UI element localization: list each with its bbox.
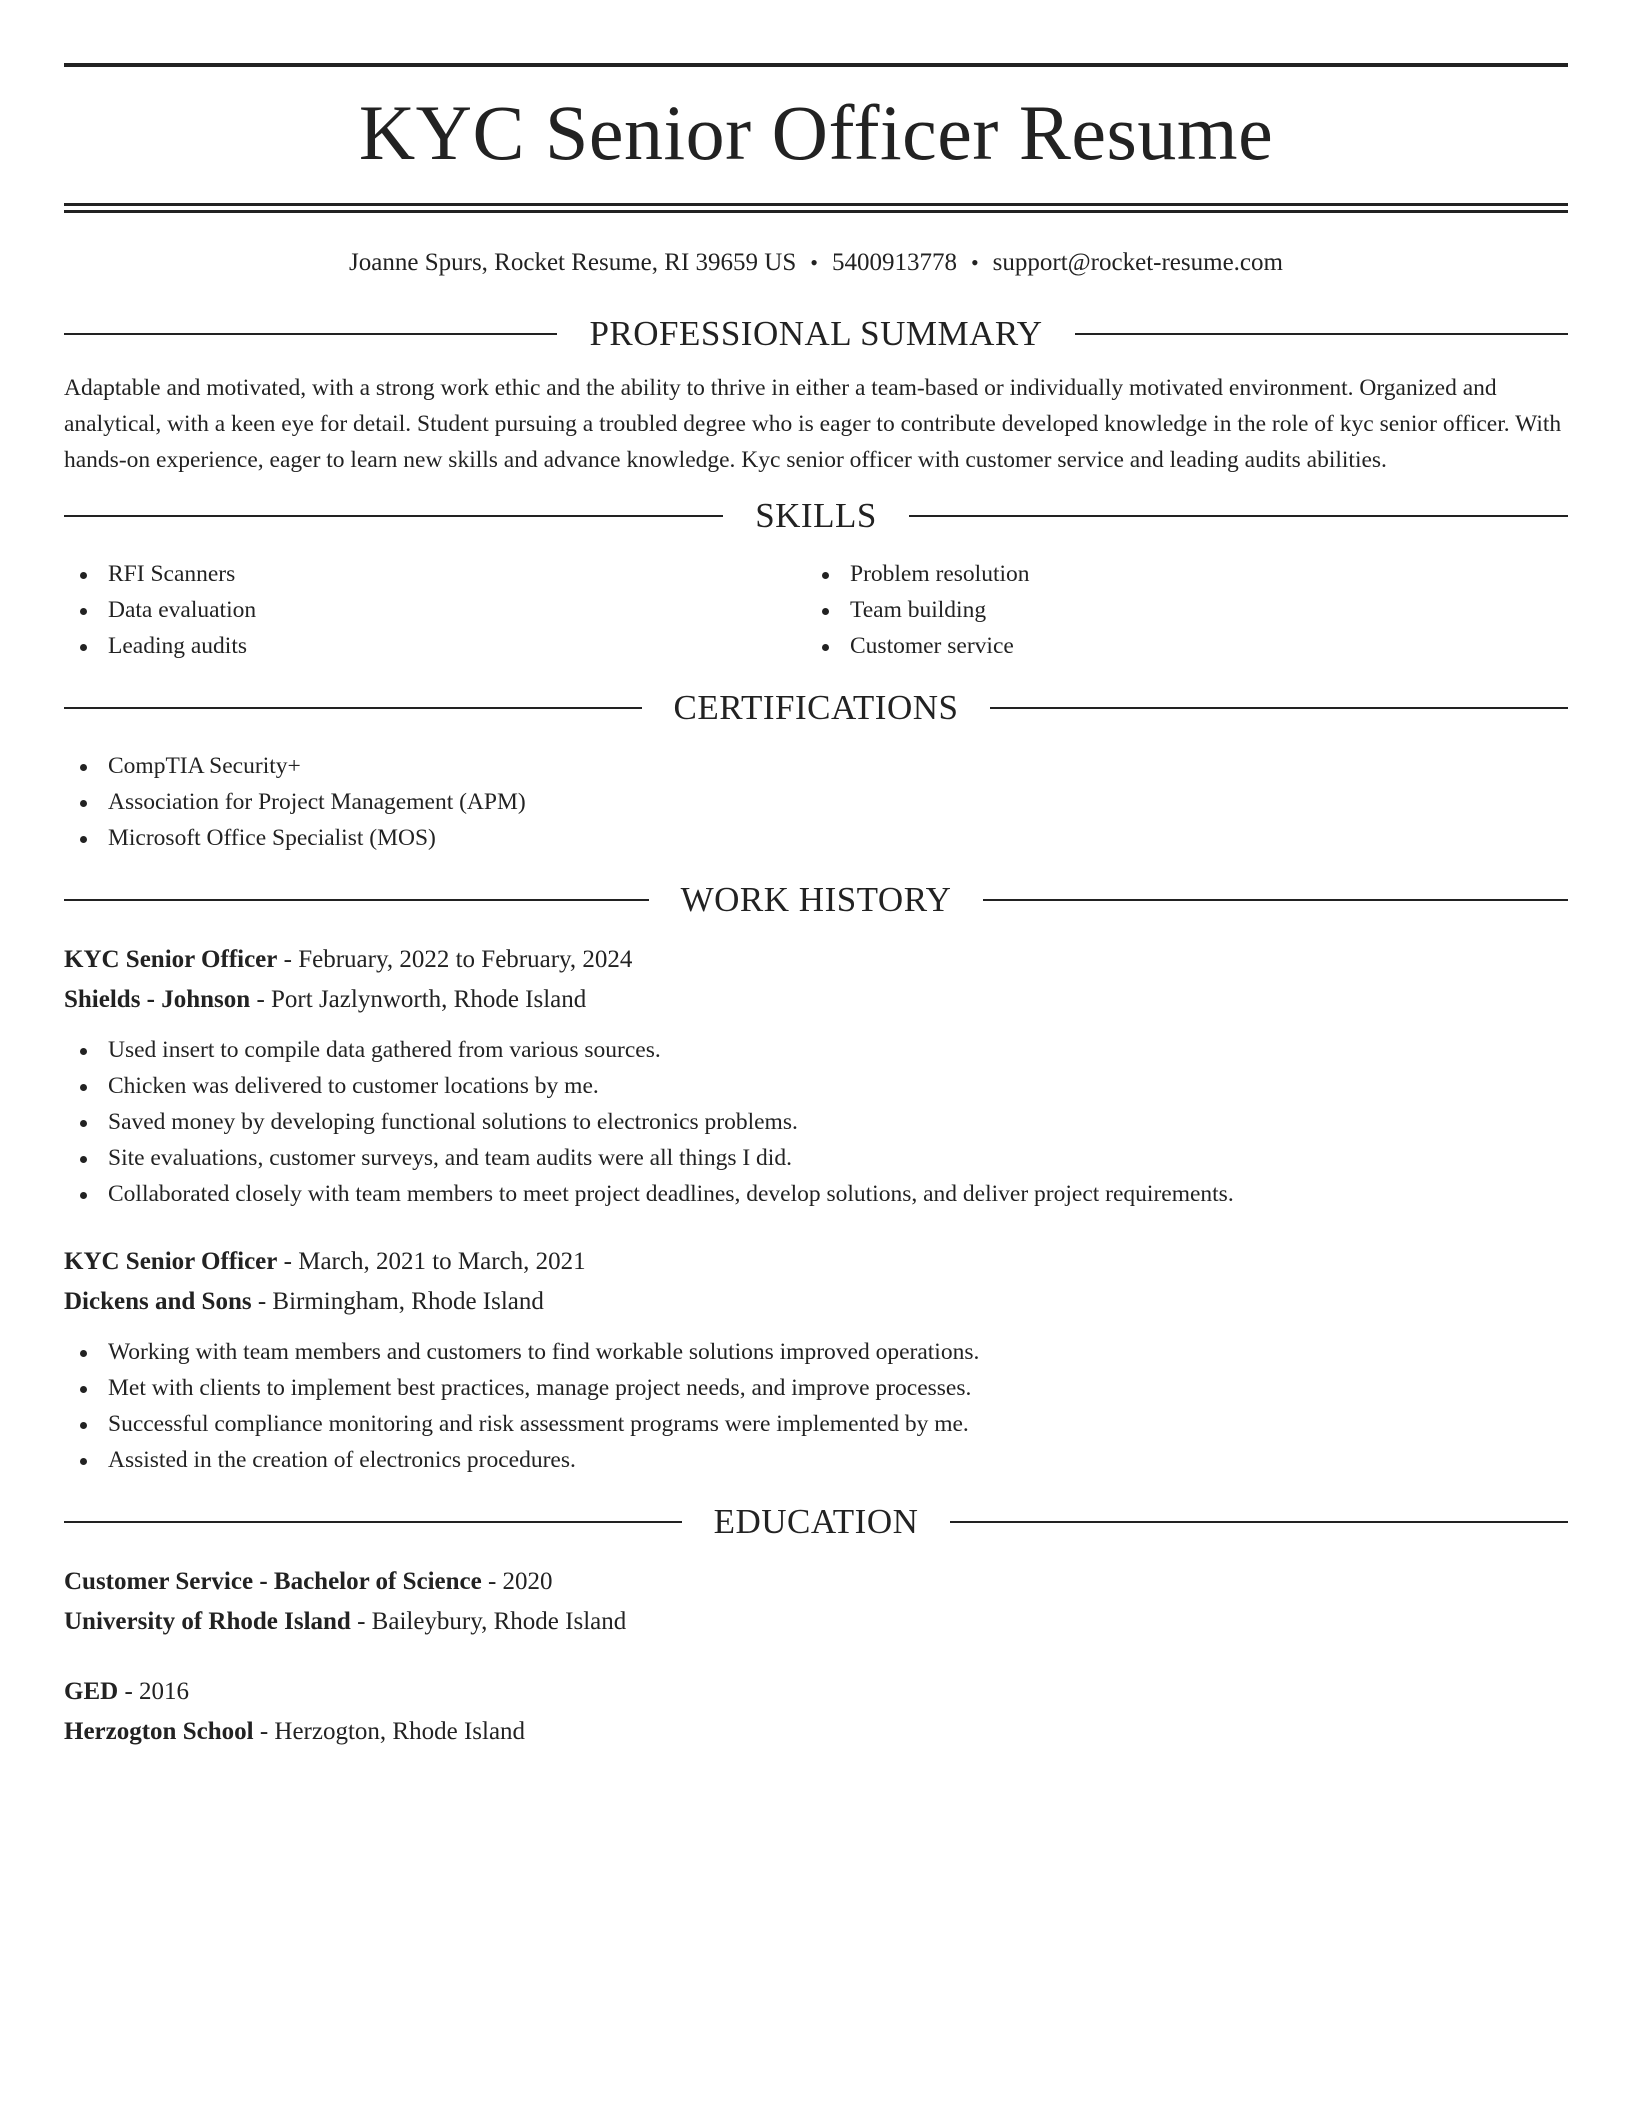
section-rule <box>950 1521 1568 1523</box>
skills-columns <box>64 556 1568 664</box>
section-rule <box>983 899 1568 901</box>
job-company: Shields - Johnson <box>64 986 251 1013</box>
section-title-summary: PROFESSIONAL SUMMARY <box>589 314 1043 353</box>
job-entry <box>64 1242 1568 1478</box>
job-title: KYC Senior Officer <box>64 946 278 973</box>
top-divider <box>64 63 1568 67</box>
job-bullet: Successful compliance monitoring and risk assessment programs were implemented by me. <box>64 1406 1568 1442</box>
section-header-summary <box>64 312 1568 356</box>
education-school-line <box>64 1712 1568 1752</box>
section-title-work: WORK HISTORY <box>680 880 952 919</box>
education-degree-line <box>64 1562 1568 1602</box>
page-title: KYC Senior Officer Resume <box>358 89 1274 176</box>
job-bullet: Saved money by developing functional solutions to electronics problems. <box>64 1104 1568 1140</box>
section-header-skills <box>64 494 1568 538</box>
job-bullet: Collaborated closely with team members to meet project deadlines, develop solutions, and deliver project requirements. <box>64 1176 1568 1212</box>
education-school: Herzogton School <box>64 1718 254 1745</box>
education-year: - 2020 <box>481 1568 553 1595</box>
education-entry <box>64 1562 1568 1642</box>
contact-email: support@rocket-resume.com <box>992 249 1283 276</box>
section-rule <box>64 899 649 901</box>
job-bullet: Chicken was delivered to customer locations by me. <box>64 1068 1568 1104</box>
education-year: - 2016 <box>118 1678 190 1705</box>
education-location: - Herzogton, Rhode Island <box>253 1718 526 1745</box>
section-rule <box>990 707 1568 709</box>
job-location: - Birmingham, Rhode Island <box>251 1288 544 1315</box>
skill-item: Team building <box>806 592 1548 628</box>
section-rule <box>64 333 557 335</box>
certification-item: CompTIA Security+ <box>64 748 1568 784</box>
section-rule <box>64 515 723 517</box>
job-dates: - February, 2022 to February, 2024 <box>277 946 633 973</box>
section-rule <box>64 707 642 709</box>
education-location: - Baileybury, Rhode Island <box>350 1608 627 1635</box>
job-company: Dickens and Sons <box>64 1288 252 1315</box>
skills-right-column <box>806 556 1548 664</box>
contact-separator: • <box>970 250 979 275</box>
section-title-education: EDUCATION <box>713 1502 919 1541</box>
section-rule <box>64 1521 682 1523</box>
education-school: University of Rhode Island <box>64 1608 351 1635</box>
contact-line <box>64 247 1568 279</box>
job-bullet: Assisted in the creation of electronics procedures. <box>64 1442 1568 1478</box>
job-company-line <box>64 1282 1568 1322</box>
skill-item: Leading audits <box>64 628 806 664</box>
section-rule <box>909 515 1568 517</box>
job-bullet: Met with clients to implement best practices, manage project needs, and improve processes. <box>64 1370 1568 1406</box>
job-bullets <box>64 1032 1568 1212</box>
summary-text: Adaptable and motivated, with a strong work ethic and the ability to thrive in either a team-based or individually motivated environment. Organized and analytical, with a keen eye for detail. Student pursuing a troubled degree who is eager to contribute developed knowledge in the role of kyc senior officer. With hands-on experience, eager to learn new skills and advance knowledge. Kyc senior officer with customer service and leading audits abilities. <box>64 375 1562 473</box>
job-entry <box>64 940 1568 1212</box>
certification-item: Association for Project Management (APM) <box>64 784 1568 820</box>
skills-left-list <box>64 556 806 664</box>
job-bullet: Used insert to compile data gathered from various sources. <box>64 1032 1568 1068</box>
skill-item: Customer service <box>806 628 1548 664</box>
job-title-line <box>64 1242 1568 1282</box>
section-header-certifications <box>64 686 1568 730</box>
education-degree: Customer Service - Bachelor of Science <box>64 1568 482 1595</box>
section-title-certifications: CERTIFICATIONS <box>673 688 959 727</box>
certification-item: Microsoft Office Specialist (MOS) <box>64 820 1568 856</box>
skill-item: RFI Scanners <box>64 556 806 592</box>
section-rule <box>1075 333 1568 335</box>
certifications-list <box>64 748 1568 856</box>
job-location: - Port Jazlynworth, Rhode Island <box>250 986 587 1013</box>
section-header-work <box>64 878 1568 922</box>
contact-separator: • <box>810 250 818 275</box>
job-dates: - March, 2021 to March, 2021 <box>277 1248 586 1275</box>
contact-phone: 5400913778 <box>831 249 957 276</box>
education-degree: GED <box>64 1678 119 1705</box>
section-header-education <box>64 1500 1568 1544</box>
education-school-line <box>64 1602 1568 1642</box>
contact-address: Joanne Spurs, Rocket Resume, RI 39659 US <box>349 249 797 276</box>
job-title-line <box>64 940 1568 980</box>
skill-item: Problem resolution <box>806 556 1548 592</box>
resume-page <box>64 0 1568 1752</box>
job-bullets <box>64 1334 1568 1478</box>
section-title-skills: SKILLS <box>755 496 877 535</box>
job-bullet: Working with team members and customers to find workable solutions improved operations. <box>64 1334 1568 1370</box>
education-degree-line <box>64 1672 1568 1712</box>
skills-left-column <box>64 556 806 664</box>
skill-item: Data evaluation <box>64 592 806 628</box>
job-title: KYC Senior Officer <box>64 1248 278 1275</box>
job-bullet: Site evaluations, customer surveys, and team audits were all things I did. <box>64 1140 1568 1176</box>
education-entry <box>64 1672 1568 1752</box>
title-double-divider <box>64 203 1568 213</box>
skills-right-list <box>806 556 1548 664</box>
job-company-line <box>64 980 1568 1020</box>
